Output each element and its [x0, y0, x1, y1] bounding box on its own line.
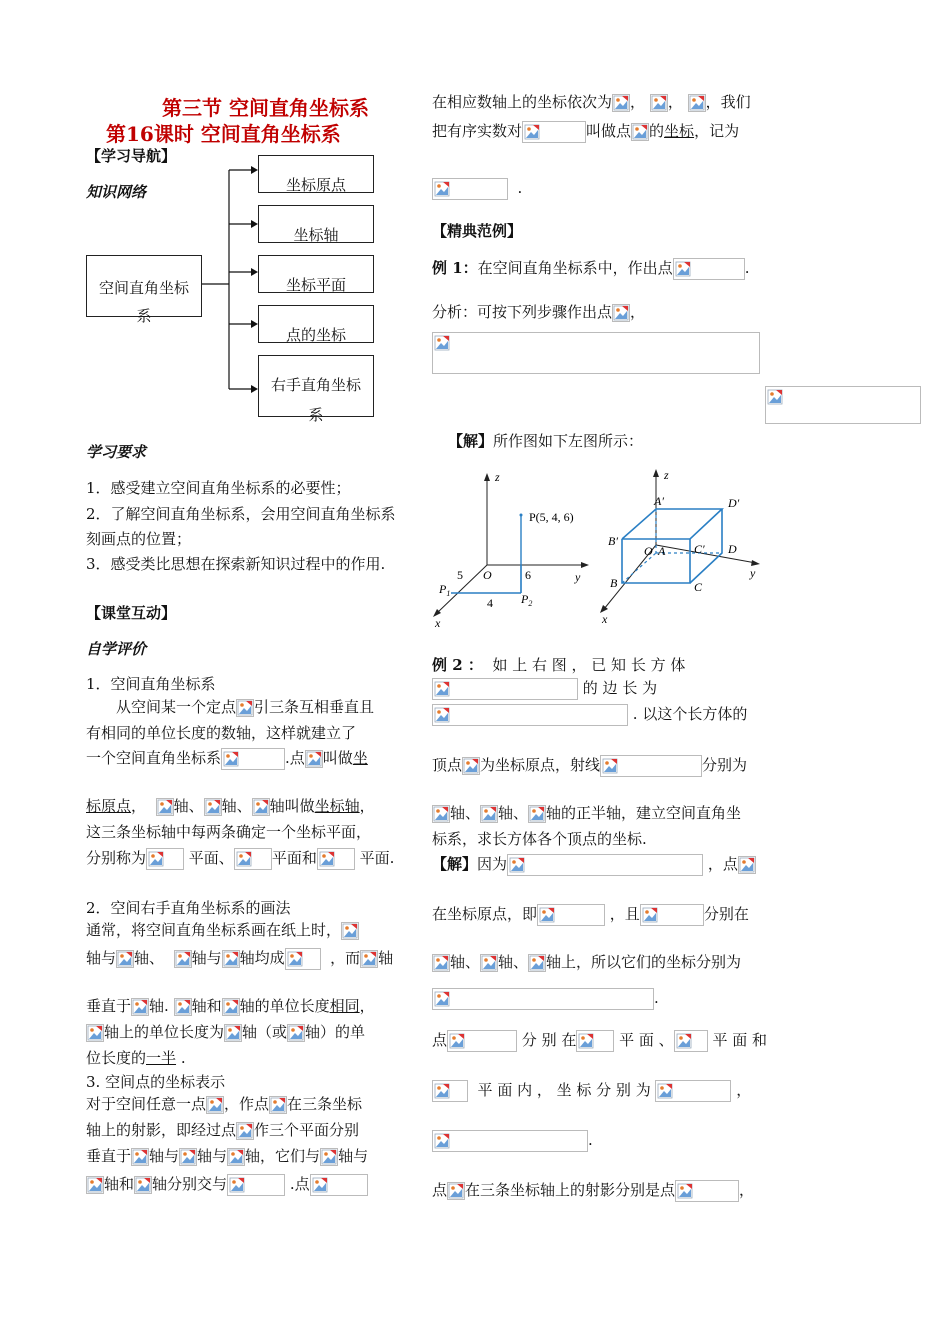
d-label: D: [728, 542, 737, 556]
section1-text: 分别称为 平面、 平面和 平面.: [86, 848, 394, 870]
requirements-heading: 学习要求: [86, 443, 147, 461]
answer-blank: [432, 178, 508, 200]
c-label: C: [694, 580, 703, 594]
answer-blank: [310, 1174, 368, 1196]
requirement-3: 3．感受类比思想在探索新知识过程中的作用.: [86, 555, 386, 573]
diagram-node-point: [258, 305, 374, 343]
section3-text: 垂直于 轴与 轴与 轴，它们与 轴与: [86, 1147, 369, 1165]
answer-blank: [447, 1030, 517, 1052]
section3-text: 轴和 轴分别交与 .点: [86, 1174, 368, 1196]
formula-image-icon: [222, 998, 240, 1016]
answer-blank: [576, 1030, 614, 1052]
answer-blank: [227, 1174, 285, 1196]
answer-blank: [432, 332, 760, 374]
diagram-node-label: 点的坐标: [285, 326, 346, 344]
answer-blank: [432, 704, 628, 726]
section3-text: 对于空间任意一点 ，作点 在三条坐标: [86, 1095, 363, 1113]
section3-text: 轴上的射影，即经过点 作三个平面分别: [86, 1121, 360, 1139]
formula-image-icon: [320, 1148, 338, 1166]
z-axis-label: z: [664, 468, 669, 482]
answer-blank: [285, 948, 321, 970]
formula-image-icon: [524, 124, 542, 142]
formula-image-icon: [206, 1096, 224, 1114]
section2-text: 轴上的单位长度为 轴（或 轴）的单: [86, 1022, 365, 1042]
d-prime-label: D′: [728, 496, 740, 510]
formula-image-icon: [134, 1176, 152, 1194]
formula-image-icon: [528, 954, 546, 972]
section2-text: 位长度的一半 .: [86, 1049, 186, 1067]
solution2-text: 【解】因为 ，点: [432, 854, 756, 876]
formula-image-icon: [612, 94, 630, 112]
answer-blank: [317, 848, 355, 870]
example2-text: 顶点 为坐标原点，射线 分别为: [432, 755, 747, 777]
diagram-node-righthand: [258, 355, 374, 424]
tick-4: 4: [487, 596, 493, 610]
tick-6: 6: [525, 568, 531, 582]
answer-blank: [655, 1080, 731, 1102]
network-label: 知识网络: [86, 183, 147, 201]
formula-image-icon: [236, 851, 254, 869]
answer-blank: [673, 258, 745, 280]
example1-text: 例 1：在空间直角坐标系中，作出点 .: [432, 258, 749, 280]
section3-heading: 3. 空间点的坐标表示: [86, 1073, 226, 1091]
section1-text: 从空间某一个定点 引三条互相垂直且: [116, 698, 375, 716]
formula-image-icon: [341, 922, 359, 940]
formula-image-icon: [528, 805, 546, 823]
formula-image-icon: [287, 1024, 305, 1042]
formula-image-icon: [688, 94, 706, 112]
figure-point-coordinates: [425, 465, 595, 630]
formula-image-icon: [675, 261, 693, 279]
formula-image-icon: [642, 907, 660, 925]
formula-image-icon: [447, 1182, 465, 1200]
formula-image-icon: [131, 998, 149, 1016]
answer-blank: [432, 988, 654, 1010]
answer-blank: [432, 1080, 468, 1102]
formula-image-icon: [432, 954, 450, 972]
right-text: 在相应数轴上的坐标依次为 ， ， ，我们: [432, 93, 751, 111]
section2-text: 轴与 轴、 轴与 轴均成 ，而 轴: [86, 948, 393, 970]
formula-image-icon: [236, 1122, 254, 1140]
formula-image-icon: [612, 304, 630, 322]
x-axis-label: x: [435, 616, 441, 630]
section1-text: 这三条坐标轴中每两条确定一个坐标平面，: [86, 823, 372, 841]
section2-text: 通常，将空间直角坐标系画在纸上时，: [86, 920, 359, 940]
diagram-root-label: 空间直角坐标系: [98, 279, 189, 325]
solution2-text: .: [432, 988, 659, 1010]
formula-image-icon: [229, 1177, 247, 1195]
formula-image-icon: [657, 1083, 675, 1101]
answer-blank: [507, 854, 703, 876]
formula-image-icon: [227, 1148, 245, 1166]
section1-text: 一个空间直角坐标系 .点 叫做坐: [86, 748, 368, 770]
diagram-root-box: [86, 255, 202, 325]
answer-blank: [234, 848, 272, 870]
solution1-text: 【解】所作图如下左图所示：: [448, 432, 644, 450]
example2-text: . 以这个长方体的: [432, 704, 747, 726]
requirement-2: 2．了解空间直角坐标系，会用空间直角坐标系刻画点的位置；: [86, 505, 396, 548]
formula-image-icon: [252, 798, 270, 816]
formula-image-icon: [767, 389, 785, 407]
right-text: 把有序实数对 叫做点 的坐标，记为: [432, 121, 739, 143]
solution2-text: 轴、 轴、 轴上，所以它们的坐标分别为: [432, 952, 741, 972]
formula-image-icon: [602, 758, 620, 776]
answer-blank: [640, 904, 704, 926]
formula-image-icon: [462, 757, 480, 775]
formula-image-icon: [631, 123, 649, 141]
origin-label: O: [483, 568, 492, 582]
formula-image-icon: [148, 851, 166, 869]
section2-heading: 2．空间右手直角坐标系的画法: [86, 899, 291, 917]
lesson-title: 第16课时 空间直角坐标系: [106, 122, 341, 146]
formula-image-icon: [480, 954, 498, 972]
solution2-text: 点 分 别 在 平 面 、 平 面 和: [432, 1030, 767, 1052]
section1-text: 有相同的单位长度的数轴，这样就建立了: [86, 724, 357, 742]
formula-image-icon: [131, 1148, 149, 1166]
right-text: .: [432, 178, 522, 200]
example2-text: 标系，求长方体各个顶点的坐标.: [432, 830, 647, 848]
y-axis-label: y: [750, 566, 756, 580]
requirement-1: 1．感受建立空间直角坐标系的必要性；: [86, 479, 351, 497]
nav-label: 【学习导航】: [86, 147, 177, 165]
formula-image-icon: [434, 707, 452, 725]
analysis-text: 分析：可按下列步骤作出点 ，: [432, 303, 646, 321]
answer-blank: [600, 755, 702, 777]
diagram-node-plane: [258, 255, 374, 293]
solution2-text: .: [432, 1130, 593, 1152]
formula-image-icon: [578, 1033, 596, 1051]
answer-blank: [674, 1030, 708, 1052]
classroom-label: 【课堂互动】: [86, 604, 177, 622]
formula-image-icon: [86, 1176, 104, 1194]
formula-image-icon: [676, 1033, 694, 1051]
y-axis-label: y: [575, 570, 581, 584]
b-prime-label: B′: [608, 534, 618, 548]
formula-image-icon: [174, 950, 192, 968]
z-axis-label: z: [495, 470, 500, 484]
answer-blank: [432, 678, 578, 700]
answer-blank: [221, 748, 285, 770]
formula-image-icon: [509, 857, 527, 875]
answer-blank: [522, 121, 586, 143]
formula-image-icon: [224, 1024, 242, 1042]
diagram-connector: [195, 150, 265, 410]
formula-image-icon: [539, 907, 557, 925]
formula-image-icon: [434, 181, 452, 199]
classic-examples-label: 【精典范例】: [432, 222, 523, 240]
answer-blank: [537, 904, 605, 926]
solution2-text: 在坐标原点，即 ，且 分别在: [432, 904, 749, 926]
formula-image-icon: [174, 998, 192, 1016]
page-title: 第三节 空间直角坐标系: [162, 96, 369, 120]
formula-image-icon: [204, 798, 222, 816]
answer-blank: [765, 386, 921, 424]
a-prime-label: A′: [654, 494, 664, 508]
diagram-node-label: 坐标平面: [285, 276, 346, 294]
solution2-text: 平 面 内 ， 坐 标 分 别 为 ，: [432, 1080, 751, 1102]
diagram-node-label: 坐标轴: [293, 226, 339, 244]
formula-image-icon: [434, 1133, 452, 1151]
formula-image-icon: [434, 1083, 452, 1101]
solution2-text: 点 在三条坐标轴上的射影分别是点 ，: [432, 1180, 754, 1202]
formula-image-icon: [287, 951, 305, 969]
section1-heading: 1．空间直角坐标系: [86, 675, 216, 693]
diagram-node-label: 右手直角坐标系: [271, 376, 362, 424]
formula-image-icon: [179, 1148, 197, 1166]
section1-text: 标原点， 轴、 轴、 轴叫做坐标轴，: [86, 797, 375, 815]
example2-text: 例 2 ： 如 上 右 图 ， 已 知 长 方 体: [432, 656, 686, 674]
example2-text: 轴、 轴、 轴的正半轴，建立空间直角坐: [432, 803, 741, 823]
formula-image-icon: [480, 805, 498, 823]
origin-label: O: [644, 544, 653, 558]
answer-blank: [675, 1180, 739, 1202]
example2-text: 的 边 长 为: [432, 678, 657, 700]
formula-image-icon: [116, 950, 134, 968]
b-label: B: [610, 576, 618, 590]
formula-image-icon: [319, 851, 337, 869]
tick-5: 5: [457, 568, 463, 582]
answer-blank: [432, 1130, 588, 1152]
formula-image-icon: [305, 750, 323, 768]
formula-image-icon: [738, 856, 756, 874]
c-prime-label: C′: [694, 542, 705, 556]
figure-cuboid: [590, 465, 765, 625]
diagram-node-label: 坐标原点: [285, 176, 346, 194]
section2-text: 垂直于 轴. 轴和 轴的单位长度相同，: [86, 997, 375, 1015]
a-label: A: [658, 544, 666, 558]
formula-image-icon: [677, 1183, 695, 1201]
formula-image-icon: [434, 991, 452, 1009]
point-p-label: P(5, 4, 6): [529, 510, 574, 524]
p2-label: $P_2$: [521, 592, 533, 608]
formula-image-icon: [449, 1033, 467, 1051]
formula-image-icon: [269, 1096, 287, 1114]
x-axis-label: x: [602, 612, 608, 625]
formula-image-icon: [434, 335, 452, 353]
diagram-node-axis: [258, 205, 374, 243]
formula-image-icon: [236, 699, 254, 717]
formula-image-icon: [434, 681, 452, 699]
answer-blank: [146, 848, 184, 870]
formula-image-icon: [650, 94, 668, 112]
formula-image-icon: [312, 1177, 330, 1195]
formula-image-icon: [223, 751, 241, 769]
formula-image-icon: [86, 1024, 104, 1042]
formula-image-icon: [156, 798, 174, 816]
formula-image-icon: [432, 805, 450, 823]
self-eval-label: 自学评价: [86, 640, 147, 658]
p1-label: $P_1$: [439, 582, 451, 598]
diagram-node-origin: [258, 155, 374, 193]
formula-image-icon: [360, 950, 378, 968]
formula-image-icon: [222, 950, 240, 968]
